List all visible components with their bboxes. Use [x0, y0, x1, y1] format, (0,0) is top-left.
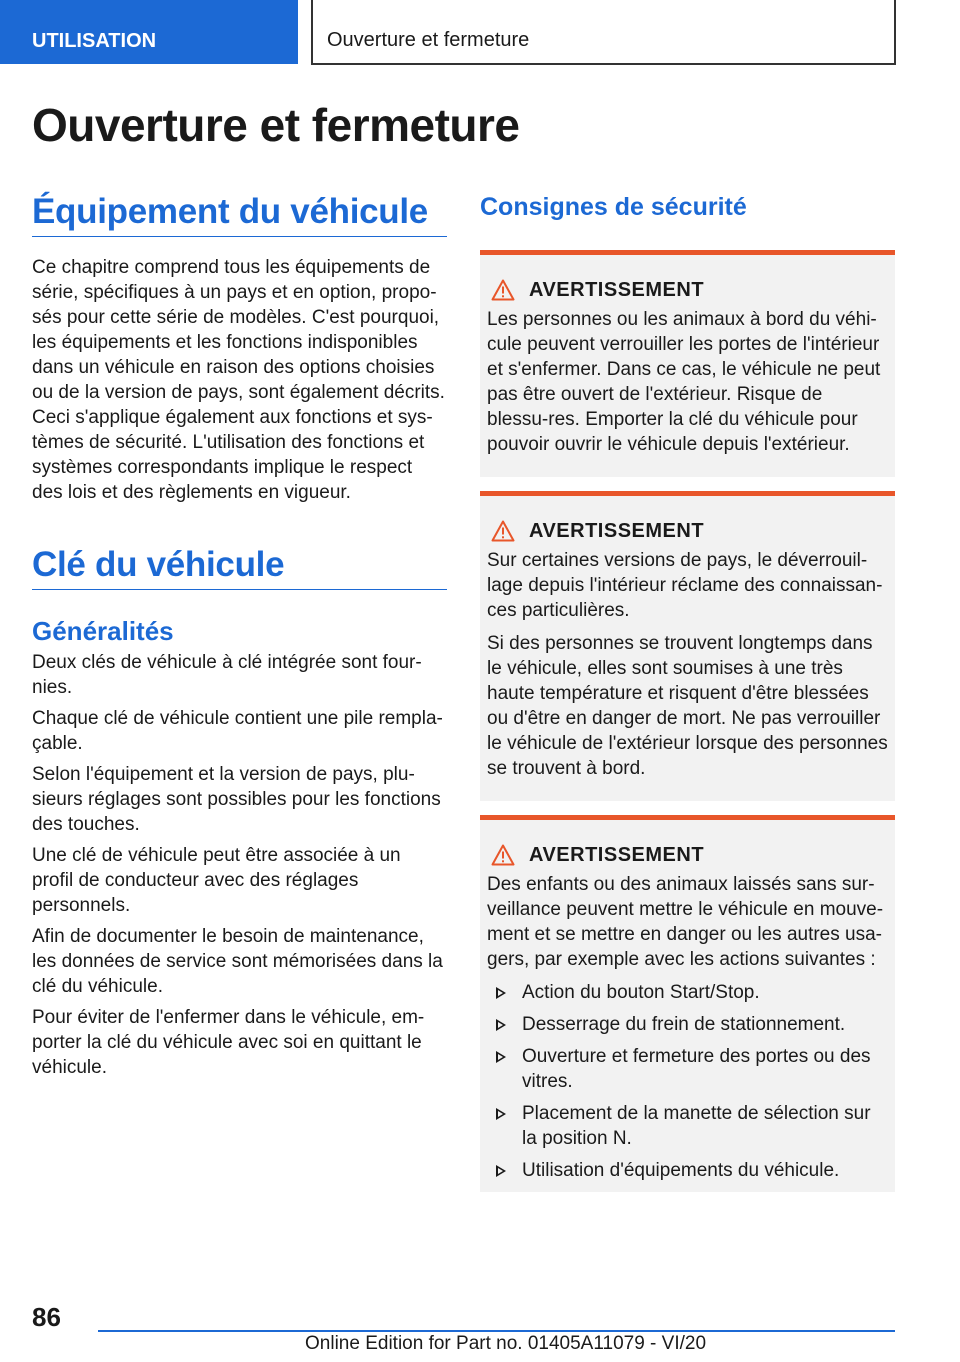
equipment-heading: Équipement du véhicule [32, 192, 428, 231]
list-item: Utilisation d'équipements du véhicule. [487, 1158, 888, 1183]
footer-rule [98, 1330, 895, 1332]
page-number: 86 [32, 1302, 61, 1332]
key-paragraph: Afin de documenter le besoin de maintenance, les données de service sont mémorisées dans la clé du véhicule. [32, 926, 443, 997]
bullet-triangle-icon [497, 1052, 506, 1062]
bullet-triangle-icon [497, 1020, 506, 1030]
key-paragraph: Une clé de véhicule peut être associée à un profil de conducteur avec des réglages personnels. [32, 845, 401, 916]
safety-heading: Consignes de sécurité [480, 193, 747, 221]
list-item: Ouverture et fermeture des portes ou des vitres. [487, 1044, 888, 1094]
footer-edition: Online Edition for Part no. 01405A11079 - VI/20 [305, 1333, 707, 1354]
bullet-triangle-icon [497, 1109, 506, 1119]
warning-label: AVERTISSEMENT [529, 279, 705, 301]
equipment-text: Ce chapitre comprend tous les équipements de série, spécifiques à un pays et en option, propo-sés pour cette série de modèles. C'est pourquoi, les équipements et les fonctions indisponibles dans un véhicule en raison des options choisies ou de la version de pays, sont également décrits. Ceci s'applique également aux fonctions et sys-tèmes de sécurité. L'utilisation des fonctions et systèmes correspondants implique le respect des lois et des règlements en vigueur. [32, 257, 445, 503]
key-paragraph: Deux clés de véhicule à clé intégrée sont four-nies. [32, 652, 422, 698]
warning-text: Sur certaines versions de pays, le déverrouil-lage depuis l'intérieur réclame des connaissan-ces particulières. [487, 550, 883, 621]
warning-triangle-icon [491, 279, 515, 301]
warning-label: AVERTISSEMENT [529, 844, 705, 866]
key-paragraph: Pour éviter de l'enfermer dans le véhicule, em-porter la clé du véhicule avec soi en quittant le véhicule. [32, 1007, 425, 1078]
warning-box [480, 250, 895, 477]
left-column [32, 190, 447, 1080]
section-tab: UTILISATION [0, 0, 298, 64]
warning-text: Les personnes ou les animaux à bord du véhi-cule peuvent verrouiller les portes de l'intérieur et s'enfermer. Dans ce cas, le véhicule ne peut pas être ouvert de l'extérieur. Risque de blessu-res. Emporter la clé du véhicule pour pouvoir ouvrir le véhicule depuis l'extérieur. [487, 309, 881, 455]
bullet-triangle-icon [497, 1166, 506, 1176]
warning-title [487, 277, 888, 303]
warning-title [487, 842, 888, 868]
warning-label: AVERTISSEMENT [529, 520, 705, 542]
key-paragraph: Selon l'équipement et la version de pays, plu-sieurs réglages sont possibles pour les fonctions des touches. [32, 764, 441, 835]
warning-text: Si des personnes se trouvent longtemps dans le véhicule, elles sont soumises à une très haute température et risquent d'être blessées ou d'être en danger de mort. Ne pas verrouiller le véhicule de l'extérieur lorsque des personnes se trouvent à bord. [487, 633, 888, 779]
warning-triangle-icon [491, 844, 515, 866]
bullet-triangle-icon [497, 988, 506, 998]
list-item: Placement de la manette de sélection sur la position N. [487, 1101, 888, 1151]
warning-text: Des enfants ou des animaux laissés sans sur-veillance peuvent mettre le véhicule en mouve-ment et se mettre en danger ou les autres usa-gers, par exemple avec les actions suivantes : [487, 874, 884, 970]
action-list [487, 980, 888, 1183]
warning-triangle-icon [491, 520, 515, 542]
warning-box [480, 491, 895, 801]
general-heading: Généralités [32, 616, 174, 646]
key-heading: Clé du véhicule [32, 545, 285, 584]
key-paragraph: Chaque clé de véhicule contient une pile rempla-çable. [32, 708, 443, 754]
heading-rule [32, 236, 447, 237]
warning-title [487, 518, 888, 544]
page-title: Ouverture et fermeture [32, 99, 520, 151]
right-column [480, 190, 895, 1192]
list-item: Desserrage du frein de stationnement. [487, 1012, 888, 1037]
heading-rule [32, 589, 447, 590]
chapter-header: Ouverture et fermeture [311, 0, 896, 65]
warning-box [480, 815, 895, 1192]
list-item: Action du bouton Start/Stop. [487, 980, 888, 1005]
